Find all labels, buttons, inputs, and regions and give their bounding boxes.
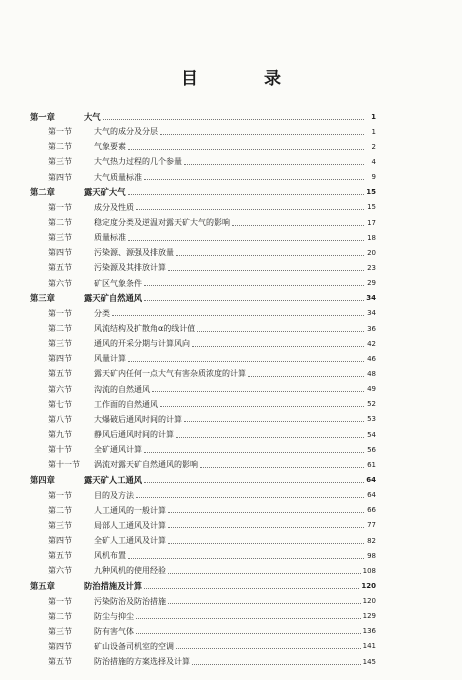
toc-chapter-row	[30, 109, 376, 124]
toc-entry-title: 露天矿内任何一点大气有害杂质浓度的计算	[94, 369, 246, 379]
toc-page-number: 20	[367, 248, 376, 257]
toc-entry-title: 风机布置	[94, 551, 126, 561]
toc-entry-number: 第三节	[48, 626, 72, 636]
toc-entry-title: 防有害气体	[94, 626, 134, 636]
toc-entry-number: 第一节	[48, 202, 72, 212]
toc-entry-title: 露天矿大气	[84, 187, 126, 198]
dot-leader	[128, 193, 365, 195]
dot-leader	[197, 330, 364, 332]
toc-page-number: 29	[367, 279, 376, 288]
toc-section-row	[30, 548, 376, 563]
toc-page-number: 15	[367, 203, 376, 212]
dot-leader	[160, 133, 364, 135]
toc-entry-number: 第一节	[48, 127, 72, 137]
toc-section-row	[30, 215, 376, 230]
toc-page-number: 54	[367, 430, 376, 439]
toc-page-number: 34	[367, 309, 376, 318]
toc-page-number: 2	[371, 142, 376, 151]
toc-section-row	[30, 351, 376, 366]
toc-entry-number: 第五节	[48, 369, 72, 379]
toc-page-number: 64	[366, 475, 376, 484]
toc-page-number: 23	[367, 263, 376, 272]
toc-entry-title: 大气质量标准	[94, 172, 142, 182]
toc-entry-number: 第七节	[48, 399, 72, 409]
toc-page-number: 48	[367, 369, 376, 378]
toc-entry-title: 人工通风的一般计算	[94, 505, 166, 515]
toc-section-row	[30, 412, 376, 427]
toc-entry-title: 防治措施及计算	[84, 580, 143, 591]
toc-page-number: 1	[371, 112, 376, 121]
dot-leader	[168, 542, 364, 544]
toc-page-number: 129	[362, 612, 376, 621]
toc-section-row	[30, 503, 376, 518]
dot-leader	[168, 269, 364, 271]
toc-section-row	[30, 245, 376, 260]
dot-leader	[160, 405, 364, 407]
toc-entry-number: 第四节	[48, 536, 72, 545]
toc-section-row	[30, 306, 376, 321]
toc-entry-number: 第四节	[48, 641, 72, 651]
toc-section-row	[30, 442, 376, 457]
dot-leader	[136, 496, 364, 498]
toc-entry-title: 气象要素	[94, 142, 126, 152]
toc-entry-number: 第八节	[48, 414, 72, 424]
page-title: 目 录	[181, 69, 311, 89]
toc-section-row	[30, 624, 376, 639]
toc-section-row	[30, 457, 376, 472]
toc-page-number: 42	[367, 339, 376, 348]
dot-leader	[192, 345, 364, 347]
toc-entry-title: 矿山设备司机室的空调	[94, 641, 174, 651]
toc-entry-number: 第四节	[48, 172, 72, 182]
toc-section-row	[30, 336, 376, 351]
toc-section-row	[30, 321, 376, 336]
toc-entry-number: 第三节	[48, 520, 72, 530]
toc-entry-title: 静风后通风时间的计算	[94, 430, 174, 440]
toc-page-number: 108	[362, 566, 376, 575]
dot-leader	[248, 375, 364, 377]
toc-entry-title: 质量标准	[94, 233, 126, 243]
toc-entry-number: 第一节	[48, 490, 72, 500]
toc-entry-title: 大爆破后通风时间的计算	[94, 414, 182, 424]
toc-entry-title: 工作面的自然通风	[94, 399, 158, 409]
dot-leader	[168, 511, 364, 513]
toc-chapter-row	[30, 291, 376, 306]
toc-entry-title: 露天矿自然通风	[84, 293, 143, 304]
dot-leader	[103, 118, 364, 120]
toc-entry-number: 第六节	[48, 566, 72, 576]
toc-entry-number: 第六节	[48, 384, 72, 394]
dot-leader	[128, 360, 364, 362]
toc-chapter-row	[30, 185, 376, 200]
toc-entry-number: 第二章	[30, 187, 55, 198]
toc-page-number: 4	[371, 157, 376, 166]
toc-section-row	[30, 139, 376, 154]
toc-entry-number: 第五章	[30, 580, 55, 591]
toc-entry-number: 第三章	[30, 293, 55, 304]
toc-entry-number: 第十一节	[48, 460, 80, 470]
dot-leader	[184, 420, 364, 422]
dot-leader	[168, 602, 361, 604]
toc-entry-number: 第二节	[48, 324, 72, 334]
toc-page-number: 52	[367, 400, 376, 409]
toc-section-row	[30, 154, 376, 169]
toc-page-number: 15	[366, 188, 376, 197]
toc-chapter-row	[30, 578, 376, 593]
dot-leader	[200, 466, 364, 468]
toc-entry-title: 全矿人工通风及计算	[94, 536, 166, 545]
dot-leader	[144, 299, 364, 301]
toc-section-row	[30, 639, 376, 654]
toc-entry-title: 成分及性质	[94, 202, 134, 212]
toc-page-number: 120	[362, 597, 376, 606]
toc-page-number: 17	[367, 218, 376, 227]
toc-entry-title: 稳定度分类及逆温对露天矿大气的影响	[94, 218, 230, 228]
toc-section-row	[30, 382, 376, 397]
toc-entry-number: 第五节	[48, 551, 72, 561]
toc-entry-title: 风量计算	[94, 354, 126, 364]
toc-entry-title: 全矿通风计算	[94, 445, 142, 455]
dot-leader	[136, 617, 361, 619]
toc-chapter-row	[30, 472, 376, 487]
toc-entry-number: 第一节	[48, 308, 72, 318]
toc-section-row	[30, 609, 376, 624]
toc-page-number: 9	[371, 173, 376, 182]
toc-entry-title: 沟流的自然通风	[94, 384, 150, 394]
dot-leader	[144, 481, 364, 483]
dot-leader	[192, 663, 361, 665]
toc-entry-title: 污染源、源强及排放量	[94, 248, 174, 258]
dot-leader	[144, 178, 364, 180]
toc-page-number: 53	[367, 415, 376, 424]
toc-page-number: 49	[367, 385, 376, 394]
dot-leader	[144, 451, 364, 453]
toc-section-row	[30, 654, 376, 669]
toc-entry-number: 第一节	[48, 596, 72, 606]
toc-entry-number: 第五节	[48, 263, 72, 273]
toc-section-row	[30, 366, 376, 381]
toc-page-number: 120	[361, 581, 376, 590]
toc-entry-number: 第二节	[48, 611, 72, 621]
toc-page-number: 18	[367, 233, 376, 242]
toc-section-row	[30, 594, 376, 609]
dot-leader	[168, 572, 361, 574]
toc-page-number: 64	[367, 491, 376, 500]
toc-page-number: 141	[362, 642, 376, 651]
toc-page-number: 46	[367, 354, 376, 363]
toc-section-row	[30, 563, 376, 578]
toc-page-number: 136	[362, 627, 376, 636]
toc-entry-number: 第三节	[48, 157, 72, 167]
toc-entry-number: 第十节	[48, 445, 72, 455]
toc-entry-number: 第二节	[48, 505, 72, 515]
toc-section-row	[30, 230, 376, 245]
toc-entry-number: 第一章	[30, 111, 55, 122]
toc-page-number: 98	[367, 551, 376, 560]
table-of-contents	[30, 109, 376, 669]
toc-entry-title: 风流结构及扩散角α的线计值	[94, 324, 196, 334]
dot-leader	[128, 239, 364, 241]
toc-section-row	[30, 518, 376, 533]
toc-entry-number: 第四节	[48, 354, 72, 364]
toc-entry-number: 第三节	[48, 233, 72, 243]
toc-entry-title: 污染源及其排放计算	[94, 263, 166, 273]
toc-page-number: 77	[367, 521, 376, 530]
dot-leader	[168, 526, 364, 528]
dot-leader	[152, 390, 364, 392]
toc-page-number: 145	[362, 657, 376, 666]
toc-entry-title: 大气的成分及分层	[94, 127, 158, 137]
toc-page-number: 1	[371, 127, 376, 136]
toc-entry-title: 通风的开采分期与计算风向	[94, 339, 190, 349]
toc-page-number: 61	[367, 460, 376, 469]
toc-page-number: 82	[367, 536, 376, 545]
toc-entry-title: 目的及方法	[94, 490, 134, 500]
toc-page-number: 36	[367, 324, 376, 333]
dot-leader	[176, 647, 361, 649]
dot-leader	[136, 208, 364, 210]
toc-entry-title: 分类	[94, 308, 110, 318]
toc-entry-number: 第四章	[30, 474, 55, 485]
dot-leader	[232, 224, 364, 226]
toc-entry-title: 矿区气象条件	[94, 278, 142, 288]
dot-leader	[176, 254, 364, 256]
toc-entry-title: 防治措施的方案选择及计算	[94, 657, 190, 667]
toc-entry-title: 九种风机的使用经验	[94, 566, 166, 576]
toc-entry-number: 第二节	[48, 218, 72, 228]
dot-leader	[112, 314, 364, 316]
toc-section-row	[30, 170, 376, 185]
toc-entry-number: 第二节	[48, 142, 72, 152]
toc-entry-number: 第六节	[48, 278, 72, 288]
dot-leader	[144, 587, 359, 589]
toc-section-row	[30, 124, 376, 139]
toc-entry-number: 第三节	[48, 339, 72, 349]
toc-entry-title: 污染防治及防治措施	[94, 596, 166, 606]
dot-leader	[128, 148, 364, 150]
toc-section-row	[30, 427, 376, 442]
toc-entry-number: 第九节	[48, 430, 72, 440]
toc-section-row	[30, 488, 376, 503]
dot-leader	[176, 436, 364, 438]
dot-leader	[184, 163, 364, 165]
toc-entry-number: 第四节	[48, 248, 72, 258]
toc-entry-title: 防尘与抑尘	[94, 611, 134, 621]
toc-entry-title: 大气	[84, 111, 101, 122]
toc-section-row	[30, 260, 376, 275]
toc-section-row	[30, 397, 376, 412]
toc-section-row	[30, 276, 376, 291]
toc-page-number: 66	[367, 506, 376, 515]
toc-page-number: 56	[367, 445, 376, 454]
toc-page-number: 34	[366, 294, 376, 303]
toc-entry-title: 露天矿人工通风	[84, 474, 143, 485]
toc-entry-title: 局部人工通风及计算	[94, 520, 166, 530]
toc-section-row	[30, 200, 376, 215]
toc-entry-title: 大气热力过程的几个参量	[94, 157, 182, 167]
dot-leader	[128, 557, 364, 559]
dot-leader	[144, 284, 364, 286]
dot-leader	[136, 632, 361, 634]
toc-section-row	[30, 533, 376, 548]
toc-entry-title: 涡流对露天矿自然通风的影响	[94, 460, 198, 470]
toc-entry-number: 第五节	[48, 657, 72, 667]
